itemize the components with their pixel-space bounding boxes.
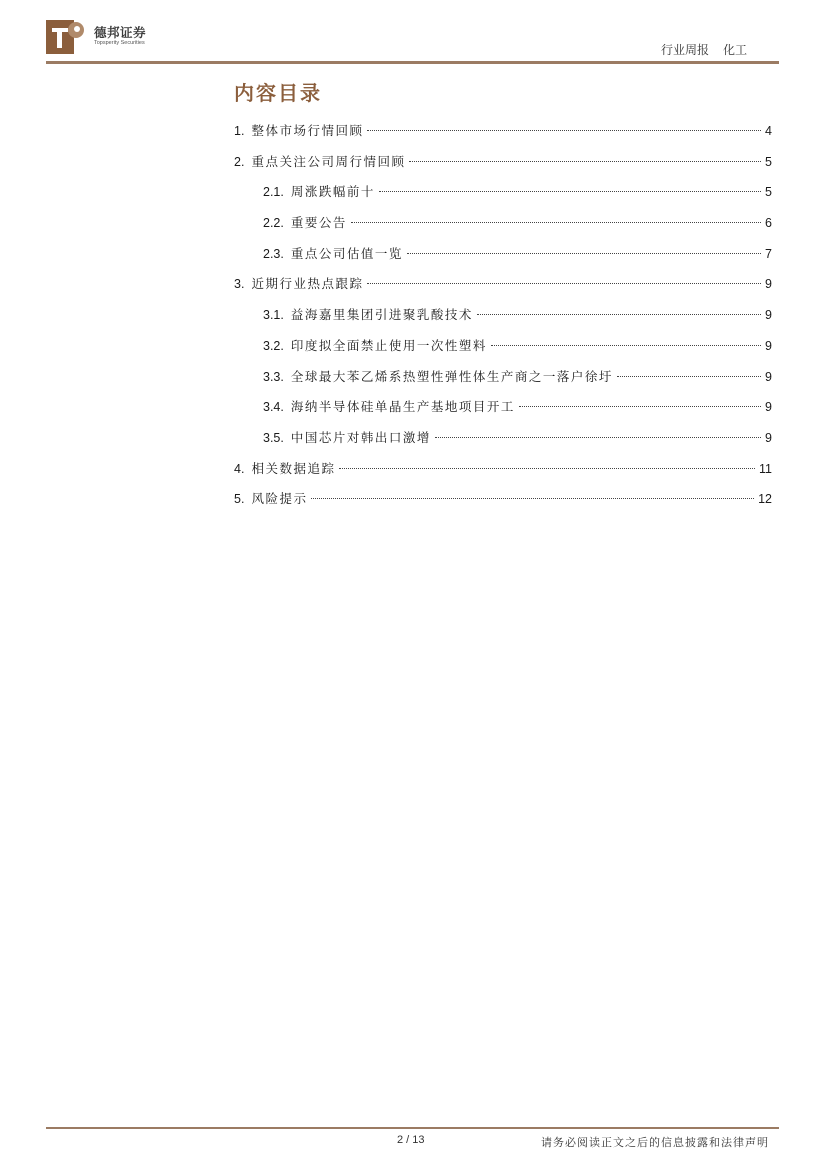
toc-entry-page: 9: [765, 369, 772, 384]
toc-entry-page: 9: [765, 277, 772, 292]
industry-name: 化工: [722, 43, 747, 57]
toc-entry[interactable]: [234, 177, 772, 208]
toc-entry-page: 5: [765, 185, 772, 200]
company-name-en: Topsperity Securities: [94, 40, 145, 46]
toc-entry-title: 近期行业热点跟踪: [251, 276, 364, 292]
legal-disclaimer: 请务必阅读正文之后的信息披露和法律声明: [541, 1136, 769, 1149]
toc-entry-page: 12: [758, 492, 772, 507]
company-name-cn: 德邦证券: [94, 25, 147, 40]
toc-entry-title: 印度拟全面禁止使用一次性塑料: [290, 337, 487, 353]
toc-entry[interactable]: [234, 300, 772, 331]
report-category: [661, 41, 747, 58]
toc-entry-number: 3.: [234, 277, 245, 292]
header-divider: [46, 61, 779, 64]
company-logo-icon: [46, 18, 88, 56]
toc-dot-leader: [351, 222, 761, 223]
toc-dot-leader: [617, 376, 761, 377]
toc-entry-number: 5.: [234, 492, 245, 507]
toc-entry-number: 2.: [234, 154, 245, 169]
toc-entry[interactable]: [234, 208, 772, 239]
toc-entry[interactable]: [234, 362, 772, 393]
toc-entry-page: 11: [759, 461, 772, 476]
toc-dot-leader: [367, 130, 761, 131]
toc-dot-leader: [435, 437, 761, 438]
toc-entry[interactable]: [234, 269, 772, 300]
toc-entry-number: 3.2.: [263, 338, 284, 353]
toc-entry-title: 风险提示: [251, 491, 308, 507]
toc-entry-number: 1.: [234, 124, 245, 138]
toc-dot-leader: [311, 498, 754, 499]
toc-entry-number: 4.: [234, 461, 245, 476]
toc-entry[interactable]: [234, 116, 772, 147]
toc-entry-title: 中国芯片对韩出口激增: [290, 429, 431, 445]
toc-entry-title: 全球最大苯乙烯系热塑性弹性体生产商之一落户徐圩: [290, 368, 613, 384]
report-type: 行业周报: [660, 43, 709, 57]
toc-dot-leader: [519, 406, 761, 407]
toc-entry-number: 2.1.: [263, 185, 284, 200]
toc-entry-page: 9: [765, 338, 772, 353]
toc-entry-number: 3.1.: [263, 308, 284, 323]
toc-entry[interactable]: [234, 239, 772, 270]
toc-entry[interactable]: [234, 484, 772, 515]
toc-dot-leader: [477, 314, 761, 315]
toc-entry-title: 海纳半导体硅单晶生产基地项目开工: [290, 399, 515, 415]
toc-dot-leader: [379, 191, 761, 192]
toc-entry-number: 3.4.: [263, 400, 284, 415]
toc-entry-page: 6: [765, 216, 772, 231]
toc-entry-title: 周涨跌幅前十: [290, 184, 375, 200]
toc-dot-leader: [409, 161, 761, 162]
toc-entry-page: 4: [765, 124, 772, 138]
toc-entry-page: 9: [765, 430, 772, 445]
toc-entry[interactable]: [234, 454, 772, 485]
toc-entry[interactable]: [234, 147, 772, 178]
toc-entry[interactable]: [234, 423, 772, 454]
toc-entry[interactable]: [234, 392, 772, 423]
toc-entry-number: 2.3.: [263, 246, 284, 261]
company-logo: [46, 18, 166, 58]
table-of-contents: [234, 116, 772, 515]
page-number: 2 / 13: [397, 1134, 425, 1146]
toc-entry-page: 9: [765, 400, 772, 415]
toc-title: 内容目录: [234, 81, 322, 105]
toc-entry-number: 3.5.: [263, 430, 284, 445]
toc-entry-title: 重点关注公司周行情回顾: [251, 153, 406, 169]
toc-entry-title: 整体市场行情回顾: [251, 123, 364, 138]
toc-dot-leader: [367, 283, 761, 284]
toc-entry[interactable]: [234, 331, 772, 362]
toc-entry-title: 重点公司估值一览: [290, 245, 403, 261]
toc-entry-page: 9: [765, 308, 772, 323]
toc-dot-leader: [491, 345, 761, 346]
toc-entry-page: 5: [765, 154, 772, 169]
toc-dot-leader: [407, 253, 761, 254]
footer-divider: [46, 1127, 779, 1129]
toc-entry-number: 3.3.: [263, 369, 284, 384]
toc-entry-page: 7: [765, 246, 772, 261]
toc-entry-title: 重要公告: [290, 215, 347, 231]
toc-entry-title: 相关数据追踪: [251, 460, 336, 476]
toc-entry-number: 2.2.: [263, 216, 284, 231]
toc-entry-title: 益海嘉里集团引进聚乳酸技术: [290, 307, 473, 323]
toc-dot-leader: [339, 468, 755, 469]
